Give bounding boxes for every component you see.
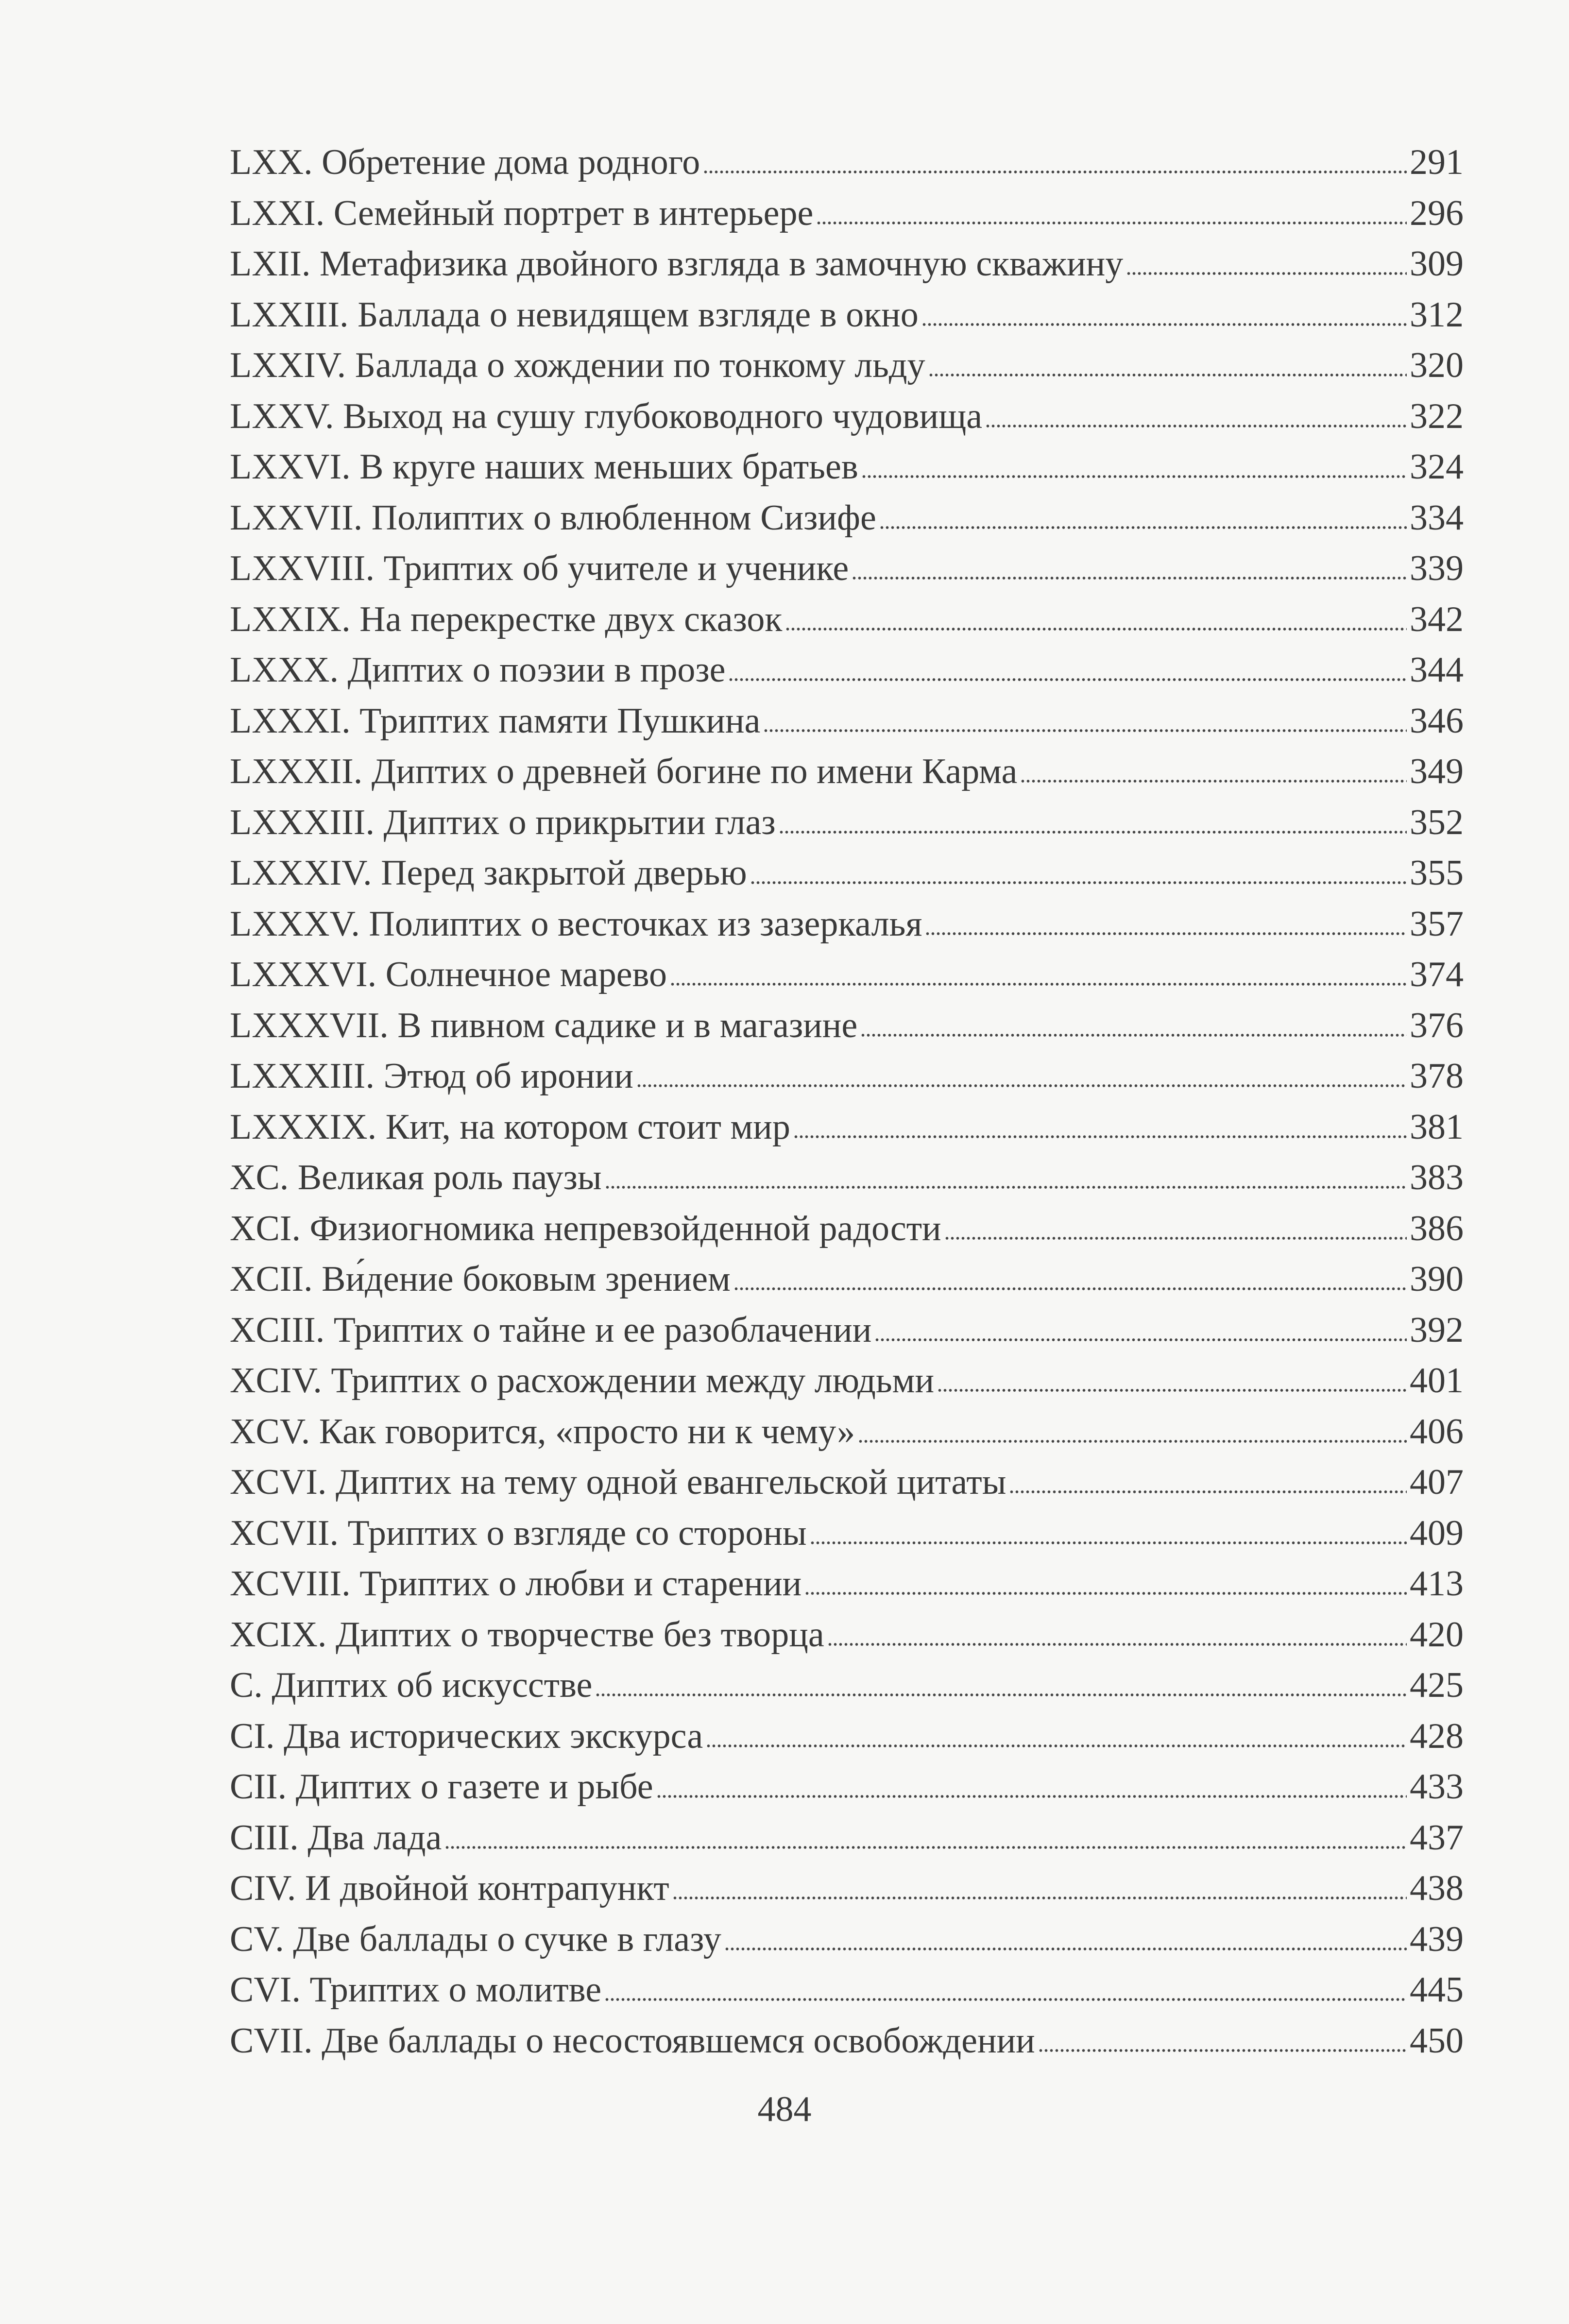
toc-entry-title: LXXXVI. Солнечное марево (230, 955, 667, 994)
toc-entry-title: XCII. Ви́дение боковым зрением (230, 1259, 731, 1299)
toc-entry (230, 797, 1464, 848)
toc-entry-title: LXXXIII. Диптих о прикрытии глаз (230, 802, 776, 842)
page-number: 484 (757, 2089, 812, 2129)
toc-entry-page: 322 (1410, 396, 1464, 436)
toc-entry-title: LXXX. Диптих о поэзии в прозе (230, 650, 726, 690)
dot-leader (816, 221, 1407, 225)
toc-entry-page: 339 (1410, 548, 1464, 588)
toc-entry (230, 543, 1464, 594)
dot-leader (604, 1998, 1407, 2001)
toc-entry (230, 949, 1464, 1000)
toc-entry-page: 349 (1410, 752, 1464, 791)
toc-entry-title: LXXI. Семейный портрет в интерьере (230, 193, 814, 233)
toc-entry-page: 386 (1410, 1208, 1464, 1248)
toc-entry-title: LXII. Метафизика двойного взгляда в замочную скважину (230, 244, 1124, 284)
toc-entry-page: 383 (1410, 1158, 1464, 1197)
dot-leader (763, 729, 1407, 733)
toc-entry (230, 340, 1464, 391)
toc-entry-page: 320 (1410, 345, 1464, 385)
toc-entry (230, 1305, 1464, 1356)
toc-entry-title: CV. Две баллады о сучке в глазу (230, 1919, 721, 1959)
toc-entry-page: 355 (1410, 853, 1464, 893)
toc-entry-page: 425 (1410, 1665, 1464, 1705)
dot-leader (1009, 1490, 1407, 1494)
toc-entry-page: 450 (1410, 2020, 1464, 2061)
toc-entry (230, 696, 1464, 747)
dot-leader (858, 1439, 1407, 1443)
toc-entry (230, 290, 1464, 341)
toc-entry-page: 392 (1410, 1310, 1464, 1350)
toc-entry (230, 1203, 1464, 1254)
toc-entry-title: CIV. И двойной контрапункт (230, 1868, 669, 1908)
toc-entry-page: 296 (1410, 193, 1464, 233)
dot-leader (672, 1896, 1407, 1900)
toc-entry-page: 324 (1410, 447, 1464, 487)
toc-entry-page: 401 (1410, 1361, 1464, 1401)
dot-leader (750, 881, 1407, 885)
dot-leader (937, 1388, 1407, 1392)
dot-leader (670, 982, 1407, 986)
toc-entry-title: LXXXV. Полиптих о весточках из зазеркалья (230, 904, 922, 944)
toc-entry-title: LXXIII. Баллада о невидящем взгляде в окно (230, 294, 919, 335)
toc-entry-page: 342 (1410, 599, 1464, 639)
toc-entry (230, 1152, 1464, 1203)
dot-leader (605, 1185, 1407, 1189)
dot-leader (703, 170, 1407, 174)
toc-entry-title: LXX. Обретение дома родного (230, 142, 700, 182)
dot-leader (656, 1794, 1407, 1798)
dot-leader (921, 323, 1407, 326)
toc-entry (230, 1914, 1464, 1965)
toc-entry (230, 1761, 1464, 1812)
toc-entry-page: 409 (1410, 1513, 1464, 1553)
toc-entry-title: LXXIV. Баллада о хождении по тонкому льду (230, 345, 925, 385)
toc-entry (230, 391, 1464, 442)
dot-leader (706, 1744, 1407, 1748)
toc-entry (230, 1609, 1464, 1660)
toc-entry (230, 2016, 1464, 2067)
toc-entry-title: CIII. Два лада (230, 1817, 442, 1858)
dot-leader (733, 1287, 1407, 1291)
toc-entry-page: 381 (1410, 1107, 1464, 1147)
dot-leader (879, 526, 1407, 530)
toc-entry-page: 438 (1410, 1868, 1464, 1908)
toc-entry-page: 352 (1410, 802, 1464, 842)
toc-entry-title: LXXXIX. Кит, на котором стоит мир (230, 1107, 790, 1147)
toc-entry (230, 1457, 1464, 1508)
toc-entry (230, 1355, 1464, 1406)
dot-leader (595, 1693, 1407, 1697)
toc-entry-title: LXXIX. На перекрестке двух сказок (230, 599, 783, 639)
dot-leader (874, 1338, 1407, 1342)
toc-entry-page: 346 (1410, 701, 1464, 741)
dot-leader (928, 373, 1407, 377)
toc-entry-title: XCVII. Триптих о взгляде со стороны (230, 1513, 807, 1553)
dot-leader (944, 1236, 1407, 1240)
toc-entry-title: C. Диптих об искусстве (230, 1665, 593, 1705)
toc-entry-title: XCIII. Триптих о тайне и ее разоблачении (230, 1310, 872, 1350)
toc-entry-title: CII. Диптих о газете и рыбе (230, 1767, 653, 1807)
dot-leader (1038, 2049, 1407, 2052)
toc-entry-page: 439 (1410, 1919, 1464, 1959)
toc-entry-title: XCVIII. Триптих о любви и старении (230, 1564, 802, 1604)
toc-entry (230, 1660, 1464, 1711)
toc-entry-title: CI. Два исторических экскурса (230, 1716, 703, 1756)
toc-entry-page: 357 (1410, 904, 1464, 944)
toc-entry-page: 378 (1410, 1056, 1464, 1096)
toc-entry (230, 1965, 1464, 2016)
toc-entry (230, 1711, 1464, 1762)
dot-leader (444, 1846, 1407, 1849)
toc-entry-title: XCVI. Диптих на тему одной евангельской цитаты (230, 1462, 1006, 1502)
toc-entry (230, 1051, 1464, 1102)
toc-entry-page: 344 (1410, 650, 1464, 690)
toc-entry (230, 1000, 1464, 1051)
toc-entry (230, 594, 1464, 645)
toc-entry-page: 445 (1410, 1970, 1464, 2010)
toc-entry (230, 1254, 1464, 1305)
dot-leader (793, 1135, 1407, 1139)
toc-entry-page: 437 (1410, 1817, 1464, 1858)
toc-entry (230, 1812, 1464, 1863)
dot-leader (1126, 272, 1407, 275)
toc-entry (230, 1406, 1464, 1457)
toc-entry-page: 334 (1410, 497, 1464, 538)
toc-entry-page: 407 (1410, 1462, 1464, 1502)
toc-entry-title: XCIV. Триптих о расхождении между людьми (230, 1361, 935, 1401)
dot-leader (861, 475, 1407, 478)
toc-entry (230, 1508, 1464, 1559)
toc-entry (230, 645, 1464, 696)
toc-entry-title: LXXXII. Диптих о древней богине по имени Карма (230, 752, 1018, 791)
toc-entry (230, 1102, 1464, 1153)
toc-entry-title: CVII. Две баллады о несостоявшемся освобождении (230, 2020, 1035, 2061)
toc-entry-title: XCIX. Диптих о творчестве без творца (230, 1614, 824, 1655)
toc-entry-page: 312 (1410, 294, 1464, 335)
toc-entry-page: 374 (1410, 955, 1464, 994)
table-of-contents (230, 137, 1464, 2066)
toc-entry (230, 848, 1464, 899)
toc-entry-title: CVI. Триптих о молитве (230, 1970, 602, 2010)
toc-entry (230, 746, 1464, 797)
toc-entry (230, 137, 1464, 188)
toc-entry (230, 1558, 1464, 1609)
dot-leader (724, 1947, 1407, 1951)
toc-entry-title: LXXXVII. В пивном садике и в магазине (230, 1005, 858, 1045)
toc-entry-title: LXXVII. Полиптих о влюбленном Сизифе (230, 497, 876, 538)
dot-leader (810, 1541, 1407, 1545)
dot-leader (985, 424, 1407, 428)
toc-entry-title: XC. Великая роль паузы (230, 1158, 602, 1197)
toc-entry-title: LXXVIII. Триптих об учителе и ученике (230, 548, 849, 588)
dot-leader (925, 932, 1407, 936)
toc-entry-title: LXXXIV. Перед закрытой дверью (230, 853, 747, 893)
dot-leader (785, 627, 1407, 631)
toc-entry (230, 1863, 1464, 1914)
toc-entry (230, 899, 1464, 950)
toc-entry (230, 188, 1464, 239)
toc-entry-page: 413 (1410, 1564, 1464, 1604)
toc-entry-page: 428 (1410, 1716, 1464, 1756)
dot-leader (779, 830, 1407, 834)
dot-leader (636, 1084, 1407, 1088)
toc-entry-title: LXXVI. В круге наших меньших братьев (230, 447, 858, 487)
dot-leader (852, 576, 1407, 580)
toc-entry-page: 433 (1410, 1767, 1464, 1807)
toc-entry (230, 493, 1464, 544)
toc-entry-page: 309 (1410, 244, 1464, 284)
toc-entry-page: 291 (1410, 142, 1464, 182)
dot-leader (804, 1591, 1407, 1595)
toc-entry (230, 239, 1464, 290)
toc-entry-title: XCI. Физиогномика непревзойденной радости (230, 1208, 941, 1248)
toc-entry-page: 376 (1410, 1005, 1464, 1045)
dot-leader (728, 678, 1407, 682)
toc-entry-page: 406 (1410, 1411, 1464, 1452)
toc-entry-title: XCV. Как говорится, «просто ни к чему» (230, 1411, 855, 1452)
dot-leader (827, 1642, 1407, 1646)
toc-entry-page: 420 (1410, 1614, 1464, 1655)
dot-leader (860, 1033, 1407, 1037)
toc-entry-title: LXXXIII. Этюд об иронии (230, 1056, 633, 1096)
dot-leader (1020, 779, 1407, 783)
toc-entry-title: LXXV. Выход на сушу глубоководного чудовища (230, 396, 983, 436)
toc-entry-title: LXXXI. Триптих памяти Пушкина (230, 701, 761, 741)
toc-entry (230, 442, 1464, 493)
toc-entry-page: 390 (1410, 1259, 1464, 1299)
